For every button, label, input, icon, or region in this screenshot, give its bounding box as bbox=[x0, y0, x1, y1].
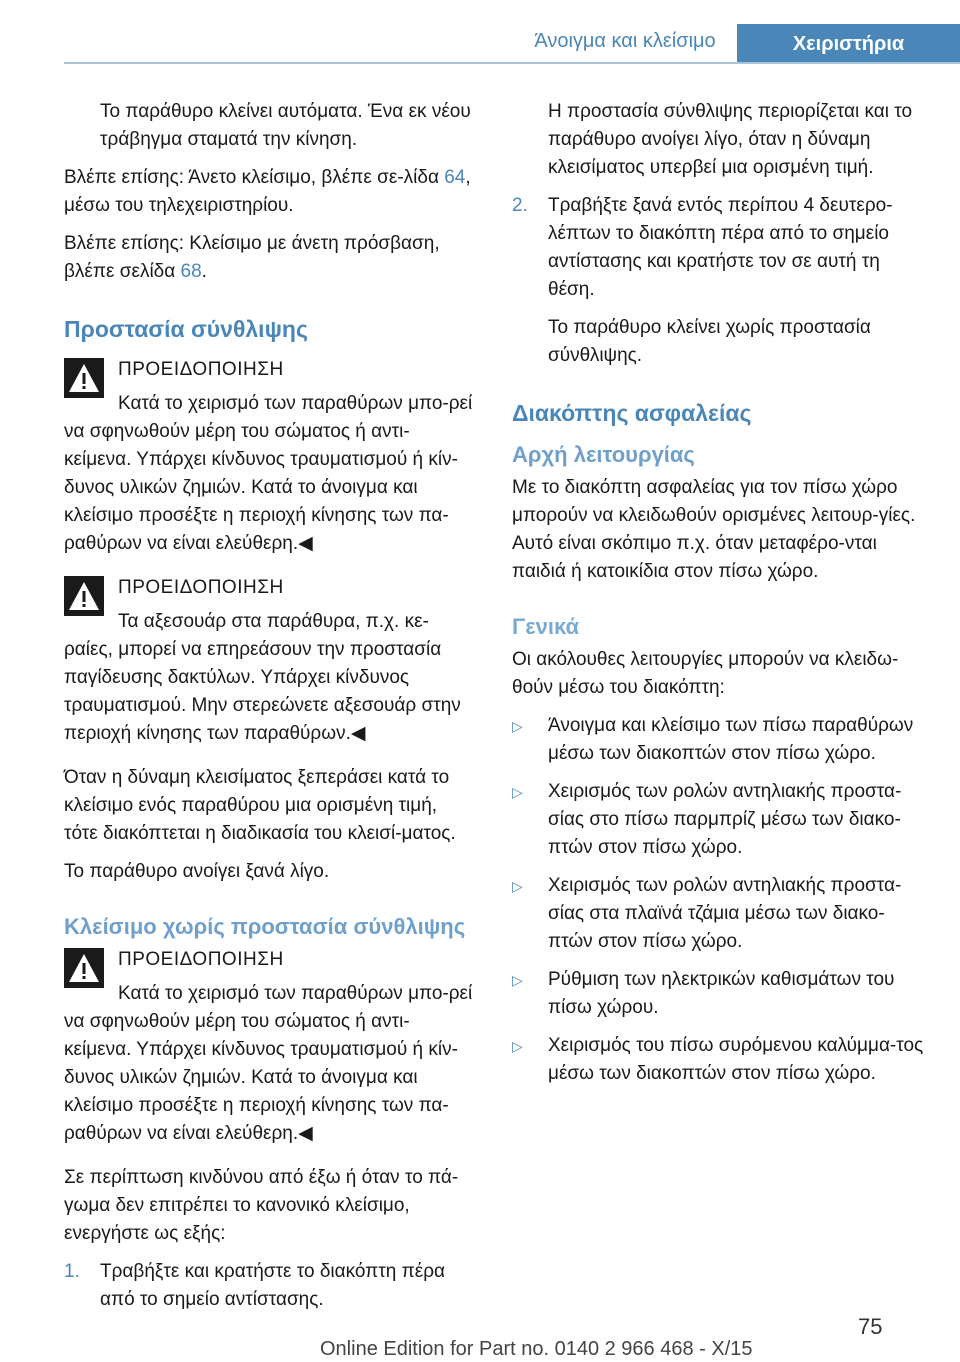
paragraph-see-also-access bbox=[64, 230, 476, 286]
step-text: Τραβήξτε και κρατήστε το διακόπτη πέρα από το σημείο αντίστασης. bbox=[100, 1261, 446, 1310]
paragraph: Σε περίπτωση κινδύνου από έξω ή όταν το πά-γωμα δεν επιτρέπει το κανονικό κλείσιμο, ενεργήστε ως εξής: bbox=[64, 1167, 459, 1244]
subsection-heading: Γενικά bbox=[512, 614, 580, 639]
warning-text: Κατά το χειρισμό των παραθύρων μπο-ρεί να σφηνωθούν μέρη του σώματος ή αντι-κείμενα. Υπάρχει κίνδυνος τραυματισμού ή κίν-δυνος υλικών ζημιών. Κατά το άνοιγμα και κλείσιμο προσέξτε η περιοχή κίνησης των πα-ραθύρων να είναι ελεύθερη.◀ bbox=[64, 983, 473, 1144]
header-divider bbox=[64, 62, 960, 64]
paragraph: Το παράθυρο ανοίγει ξανά λίγο. bbox=[64, 861, 330, 882]
paragraph: Το παράθυρο κλείνει χωρίς προστασία σύνθλιψης. bbox=[548, 317, 871, 366]
section-heading: Προστασία σύνθλιψης bbox=[64, 316, 308, 342]
page-number: 75 bbox=[858, 1314, 883, 1339]
text: . bbox=[201, 261, 207, 282]
bullet-marker: ▷ bbox=[512, 972, 523, 988]
text: Βλέπε επίσης: Κλείσιμο με άνετη πρόσβαση, βλέπε σελίδα bbox=[64, 233, 440, 282]
bullet-marker: ▷ bbox=[512, 1038, 523, 1054]
bullet-item bbox=[512, 778, 924, 862]
warning-title: ΠΡΟΕΙΔΟΠΟΙΗΣΗ bbox=[118, 949, 284, 970]
paragraph: Η προστασία σύνθλιψης περιορίζεται και το παράθυρο ανοίγει λίγο, όταν η δύναμη κλεισίματος υπερβεί μια ορισμένη τιμή. bbox=[548, 101, 913, 178]
paragraph-see-also-comfort bbox=[64, 164, 476, 220]
bullet-item bbox=[512, 1032, 924, 1088]
warning-text: Κατά το χειρισμό των παραθύρων μπο-ρεί να σφηνωθούν μέρη του σώματος ή αντι-κείμενα. Υπάρχει κίνδυνος τραυματισμού ή κίν-δυνος υλικών ζημιών. Κατά το άνοιγμα και κλείσιμο προσέξτε η περιοχή κίνησης των πα-ραθύρων να είναι ελεύθερη.◀ bbox=[64, 393, 473, 554]
page-link[interactable]: 64 bbox=[444, 167, 466, 188]
header-chapter-tab: Χειριστήρια bbox=[737, 24, 960, 64]
text: , μέσω του τηλεχειριστηρίου. bbox=[64, 167, 471, 216]
step-item bbox=[64, 1258, 476, 1314]
paragraph: Με το διακόπτη ασφαλείας για τον πίσω χώρο μπορούν να κλειδωθούν ορισμένες λειτουρ-γίες. Αυτό είναι σκόπιμο π.χ. όταν μεταφέρο-νται παιδιά ή κατοικίδια στον πίσω χώρο. bbox=[512, 477, 916, 582]
warning-block bbox=[64, 356, 476, 558]
bullet-item bbox=[512, 966, 924, 1022]
step-item bbox=[512, 192, 924, 304]
bullet-marker: ▷ bbox=[512, 878, 523, 894]
bullet-text: Ρύθμιση των ηλεκτρικών καθισμάτων του πίσω χώρου. bbox=[548, 969, 895, 1018]
warning-block bbox=[64, 946, 476, 1148]
warning-block bbox=[64, 574, 476, 748]
bullet-text: Άνοιγμα και κλείσιμο των πίσω παραθύρων μέσω των διακοπτών στον πίσω χώρο. bbox=[548, 715, 914, 764]
subsection-heading: Κλείσιμο χωρίς προστασία σύνθλιψης bbox=[64, 914, 466, 939]
section-heading: Διακόπτης ασφαλείας bbox=[512, 400, 752, 426]
bullet-list bbox=[512, 712, 924, 1088]
paragraph: Όταν η δύναμη κλεισίματος ξεπεράσει κατά το κλείσιμο ενός παραθύρου μια ορισμένη τιμή, τότε διακόπτεται η διαδικασία του κλεισί-ματος. bbox=[64, 767, 456, 844]
bullet-text: Χειρισμός των ρολών αντηλιακής προστα-σίας στα πλαϊνά τζάμια μέσω των διακο-πτών στον πίσω χώρο. bbox=[548, 875, 902, 952]
bullet-marker: ▷ bbox=[512, 784, 523, 800]
bullet-text: Χειρισμός του πίσω συρόμενου καλύμμα-τος μέσω των διακοπτών στον πίσω χώρο. bbox=[548, 1035, 924, 1084]
subsection-heading: Αρχή λειτουργίας bbox=[512, 442, 695, 467]
warning-title: ΠΡΟΕΙΔΟΠΟΙΗΣΗ bbox=[118, 577, 284, 598]
text: Βλέπε επίσης: Άνετο κλείσιμο, βλέπε σε-λίδα bbox=[64, 167, 445, 188]
warning-title: ΠΡΟΕΙΔΟΠΟΙΗΣΗ bbox=[118, 359, 284, 380]
bullet-text: Χειρισμός των ρολών αντηλιακής προστα-σίας στο πίσω παρμπρίζ μέσω των διακο-πτών στον πίσω χώρο. bbox=[548, 781, 902, 858]
bullet-item bbox=[512, 712, 924, 768]
right-column bbox=[512, 98, 924, 1098]
bullet-marker: ▷ bbox=[512, 718, 523, 734]
header-section-title: Άνοιγμα και κλείσιμο bbox=[534, 30, 716, 52]
warning-icon bbox=[64, 576, 104, 616]
edition-footer: Online Edition for Part no. 0140 2 966 468 - X/15 bbox=[320, 1338, 753, 1360]
warning-icon bbox=[64, 948, 104, 988]
step-number: 2. bbox=[512, 195, 528, 216]
warning-icon bbox=[64, 358, 104, 398]
page-link[interactable]: 68 bbox=[180, 261, 202, 282]
step-number: 1. bbox=[64, 1261, 80, 1282]
step-text: Τραβήξτε ξανά εντός περίπου 4 δευτερο-λέπτων το διακόπτη πέρα από το σημείο αντίστασης και κρατήστε τον σε αυτή τη θέση. bbox=[548, 195, 893, 300]
paragraph: Οι ακόλουθες λειτουργίες μπορούν να κλειδω-θούν μέσω του διακόπτη: bbox=[512, 649, 899, 698]
paragraph: Το παράθυρο κλείνει αυτόματα. Ένα εκ νέου τράβηγμα σταματά την κίνηση. bbox=[100, 101, 471, 150]
warning-text: Τα αξεσουάρ στα παράθυρα, π.χ. κε-ραίες, μπορεί να επηρεάσουν την προστασία παγίδευσης δακτύλων. Υπάρχει κίνδυνος τραυματισμού. Μην στερεώνετε αξεσουάρ στην περιοχή κίνησης των παραθύρων.◀ bbox=[64, 611, 461, 744]
left-column bbox=[64, 98, 476, 1324]
bullet-item bbox=[512, 872, 924, 956]
